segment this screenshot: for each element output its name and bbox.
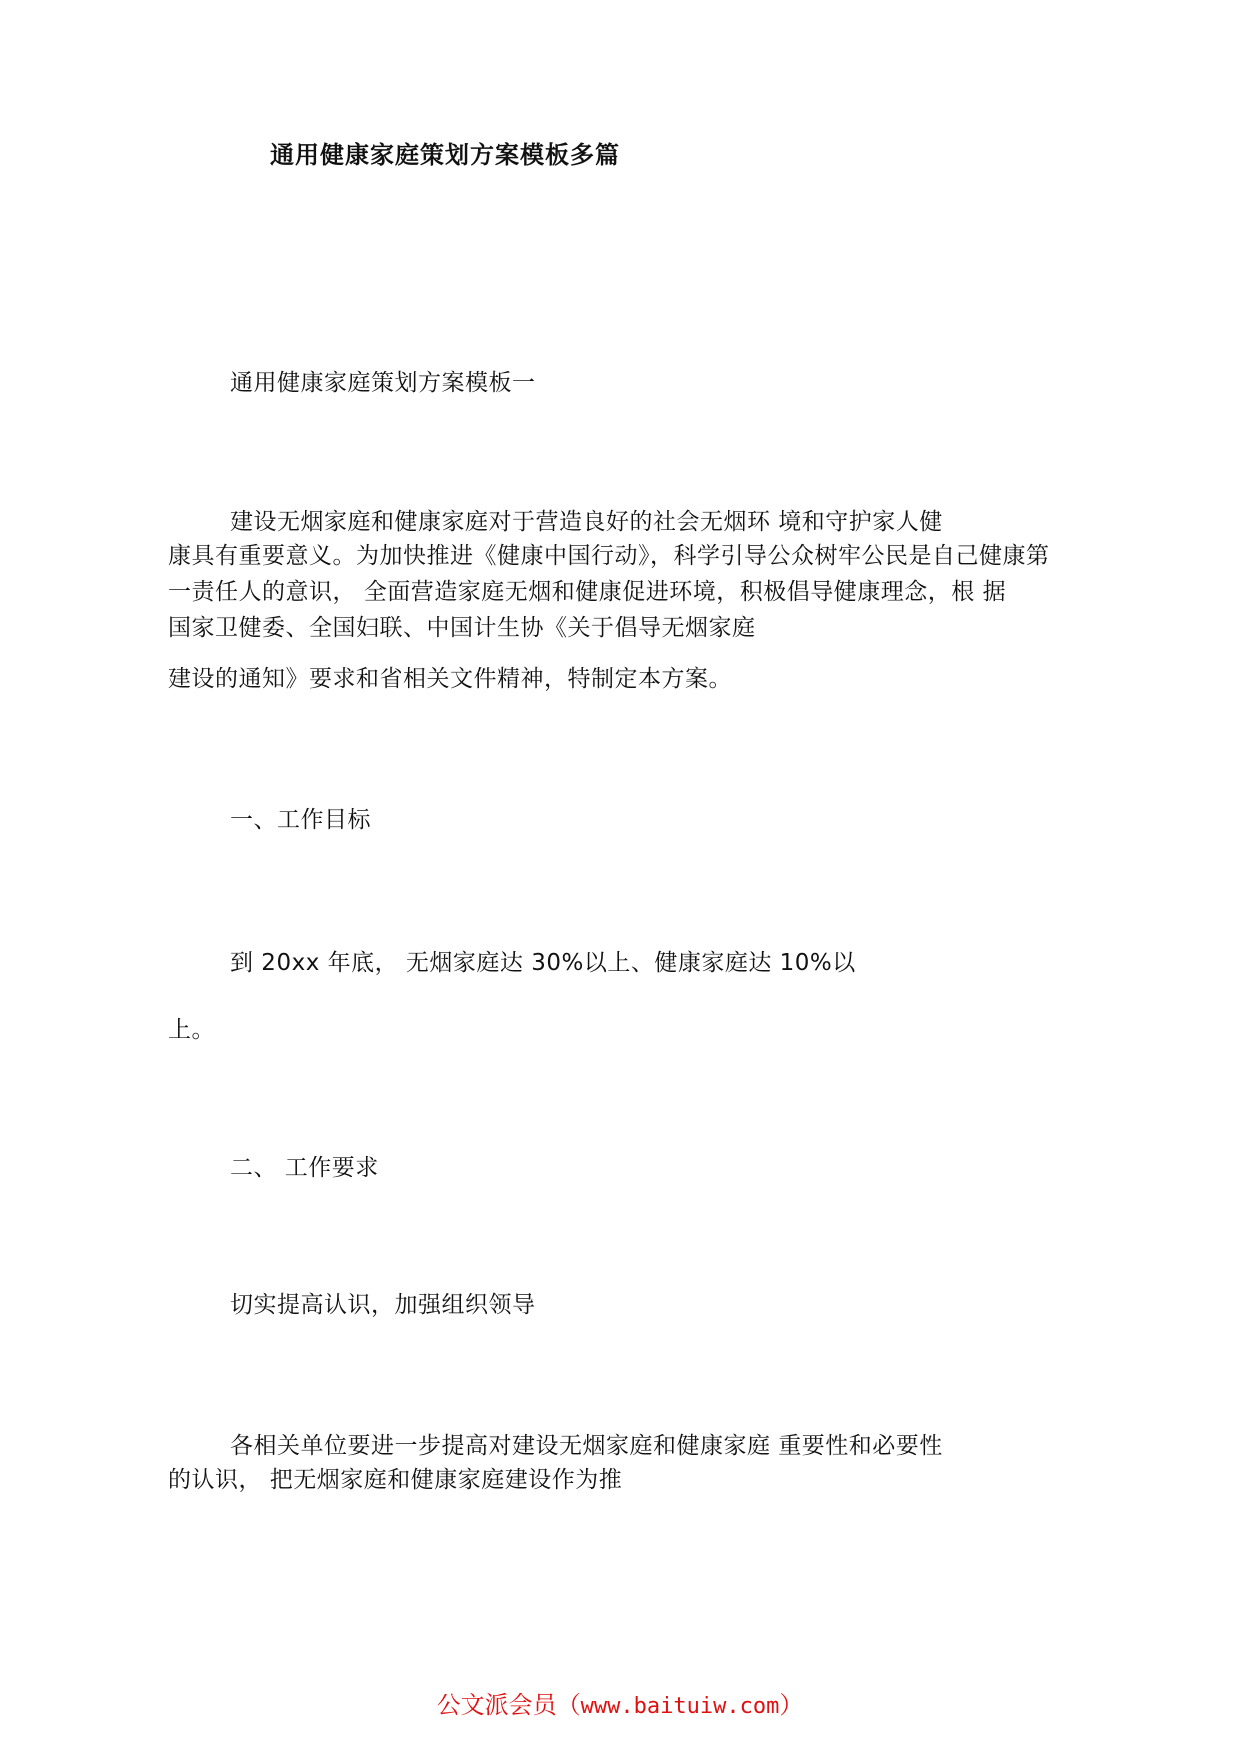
goal-line: 上。	[168, 1017, 215, 1043]
body-line: 的认识， 把无烟家庭和健康家庭建设作为推	[168, 1467, 623, 1493]
subheading: 切实提高认识，加强组织领导	[230, 1292, 536, 1318]
intro-line: 建设无烟家庭和健康家庭对于营造良好的社会无烟环 境和守护家人健	[230, 509, 943, 535]
intro-line: 康具有重要意义。为加快推进《健康中国行动》，科学引导公众树牢公民是自己健康第	[168, 543, 1050, 569]
footer-close: ）	[779, 1691, 804, 1719]
section-title: 通用健康家庭策划方案模板一	[230, 370, 536, 396]
footer-label: 公文派会员（	[436, 1691, 581, 1719]
document-title: 通用健康家庭策划方案模板多篇	[270, 141, 620, 169]
heading-work-requirements: 二、 工作要求	[230, 1155, 379, 1181]
intro-line: 建设的通知》要求和省相关文件精神，特制定本方案。	[168, 666, 732, 692]
intro-line: 一责任人的意识， 全面营造家庭无烟和健康促进环境，积极倡导健康理念，根 据	[168, 579, 1007, 605]
goal-line: 到 20xx 年底， 无烟家庭达 30%以上、健康家庭达 10%以	[230, 950, 856, 976]
body-line: 各相关单位要进一步提高对建设无烟家庭和健康家庭 重要性和必要性	[230, 1433, 943, 1459]
footer-watermark	[0, 1690, 1240, 1722]
heading-work-goals: 一、工作目标	[230, 807, 371, 833]
footer-url[interactable]: www.baituiw.com	[580, 1694, 780, 1719]
intro-line: 国家卫健委、全国妇联、中国计生协《关于倡导无烟家庭	[168, 615, 756, 641]
